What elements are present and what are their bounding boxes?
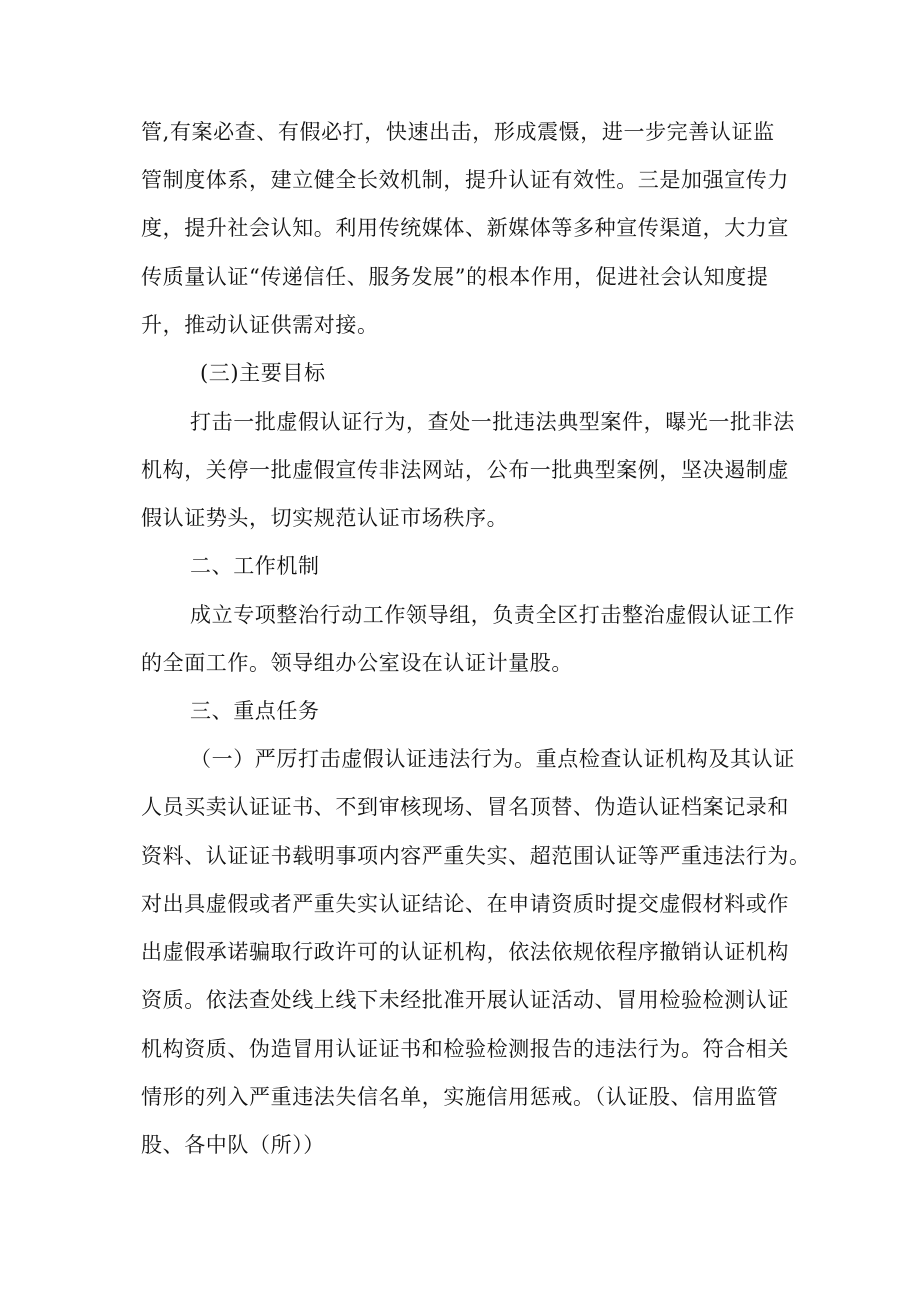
paragraph-line: 的全面工作。领导组办公室设在认证计量股。	[141, 651, 573, 675]
section-heading: 二、工作机制	[190, 554, 320, 578]
paragraph-line: 资质。依法查处线上线下未经批准开展认证活动、冒用检验检测认证	[141, 988, 789, 1012]
paragraph-line: 假认证势头，切实规范认证市场秩序。	[141, 506, 509, 530]
paragraph-line: 出虚假承诺骗取行政许可的认证机构，依法依规依程序撤销认证机构	[141, 940, 789, 964]
paragraph-line: 传质量认证“传递信任、服务发展”的根本作用，促进社会认知度提	[141, 265, 769, 289]
paragraph-line: 资料、认证证书载明事项内容严重失实、超范围认证等严重违法行为。	[141, 844, 811, 868]
paragraph-line: （一）严厉打击虚假认证违法行为。重点检查认证机构及其认证	[190, 747, 795, 771]
paragraph-line: 度，提升社会认知。利用传统媒体、新媒体等多种宣传渠道，大力宣	[141, 216, 789, 240]
paragraph-line: 人员买卖认证证书、不到审核现场、冒名顶替、伪造认证档案记录和	[141, 795, 789, 819]
paragraph-line: 升，推动认证供需对接。	[141, 313, 379, 337]
paragraph-line: 管制度体系，建立健全长效机制，提升认证有效性。三是加强宣传力	[141, 168, 789, 192]
section-heading: (三)主要目标	[200, 361, 326, 385]
paragraph-line: 机构资质、伪造冒用认证证书和检验检测报告的违法行为。符合相关	[141, 1037, 789, 1061]
paragraph-line: 机构，关停一批虚假宣传非法网站，公布一批典型案例，坚决遏制虚	[141, 458, 789, 482]
paragraph-line: 成立专项整治行动工作领导组，负责全区打击整治虚假认证工作	[190, 603, 795, 627]
paragraph-line: 情形的列入严重违法失信名单，实施信用惩戒。（认证股、信用监管	[141, 1085, 779, 1109]
paragraph-line: 股、各中队（所））	[141, 1133, 325, 1157]
paragraph-line: 打击一批虚假认证行为，查处一批违法典型案件，曝光一批非法	[190, 410, 795, 434]
paragraph-line: 对出具虚假或者严重失实认证结论、在申请资质时提交虚假材料或作	[141, 892, 789, 916]
paragraph-line: 管,有案必查、有假必打，快速出击，形成震慑，进一步完善认证监	[141, 120, 775, 144]
section-heading: 三、重点任务	[190, 699, 320, 723]
